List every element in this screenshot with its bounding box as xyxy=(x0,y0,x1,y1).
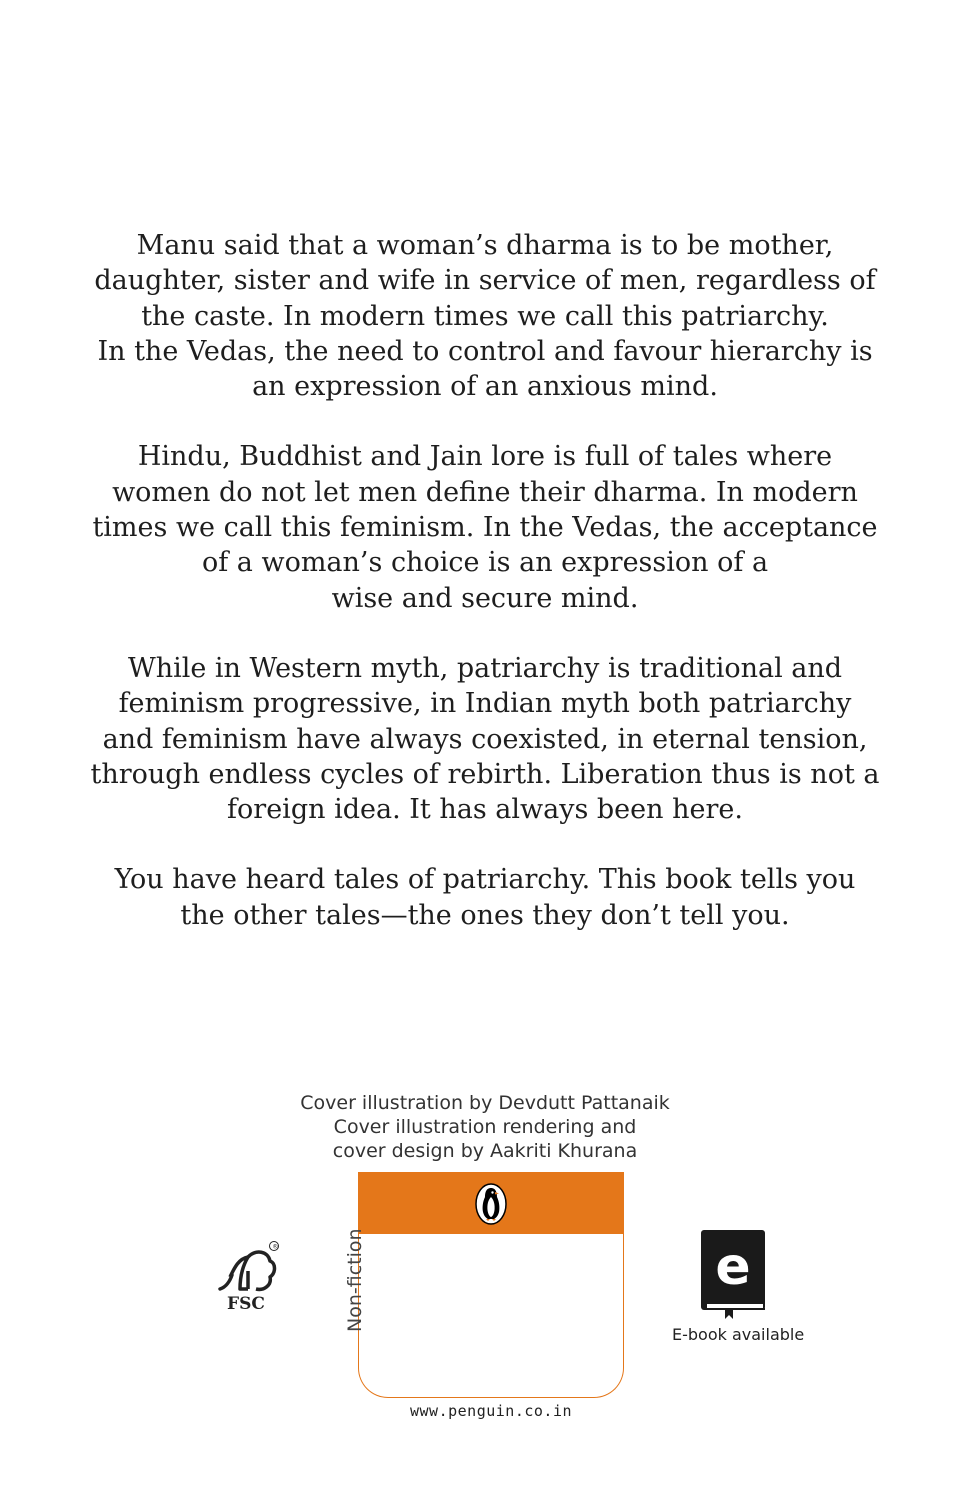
credit-line: Cover illustration rendering and xyxy=(333,1116,637,1138)
blurb-line: the other tales—the ones they don’t tell you. xyxy=(180,899,790,931)
publisher-website: www.penguin.co.in xyxy=(409,1402,573,1420)
blurb-line: wise and secure mind. xyxy=(331,582,639,614)
blurb-line: of a woman’s choice is an expression of a xyxy=(201,547,769,579)
blurb-paragraph-1 xyxy=(0,228,970,404)
penguin-logo-icon xyxy=(475,1183,507,1225)
blurb-line: women do not let men define their dharma. In modern xyxy=(112,476,858,508)
back-cover-blurb xyxy=(0,228,970,968)
ebook-letter: e xyxy=(715,1237,751,1297)
blurb-line: foreign idea. It has always been here. xyxy=(227,794,743,826)
ebook-icon xyxy=(699,1228,767,1320)
fsc-label: FSC xyxy=(227,1294,265,1314)
blurb-line: In the Vedas, the need to control and favour hierarchy is xyxy=(97,335,873,367)
blurb-line: While in Western myth, patriarchy is traditional and xyxy=(127,652,843,684)
category-label: Non-fiction xyxy=(344,1228,366,1332)
blurb-line: and feminism have always coexisted, in eternal tension, xyxy=(102,723,868,755)
blurb-line: feminism progressive, in Indian myth both patriarchy xyxy=(118,688,852,720)
credit-line: cover design by Aakriti Khurana xyxy=(332,1140,638,1162)
blurb-line: You have heard tales of patriarchy. This book tells you xyxy=(114,864,856,896)
blurb-line: through endless cycles of rebirth. Liberation thus is not a xyxy=(90,758,880,790)
credit-line: Cover illustration by Devdutt Pattanaik xyxy=(300,1092,670,1114)
blurb-line: Hindu, Buddhist and Jain lore is full of tales where xyxy=(137,441,833,473)
registered-mark: ® xyxy=(272,1243,279,1251)
blurb-paragraph-3 xyxy=(0,651,970,827)
blurb-line: Manu said that a woman’s dharma is to be mother, xyxy=(136,230,834,261)
blurb-line: an expression of an anxious mind. xyxy=(252,371,718,403)
blurb-line: times we call this feminism. In the Vedas, the acceptance xyxy=(92,512,878,544)
blurb-line: daughter, sister and wife in service of men, regardless of xyxy=(94,265,876,297)
blurb-paragraph-2 xyxy=(0,439,970,615)
cover-credits xyxy=(0,1091,970,1163)
ebook-label: E-book available xyxy=(672,1325,805,1344)
fsc-tree-icon xyxy=(212,1237,284,1315)
blurb-paragraph-4 xyxy=(0,862,970,933)
blurb-line: the caste. In modern times we call this patriarchy. xyxy=(141,300,829,332)
